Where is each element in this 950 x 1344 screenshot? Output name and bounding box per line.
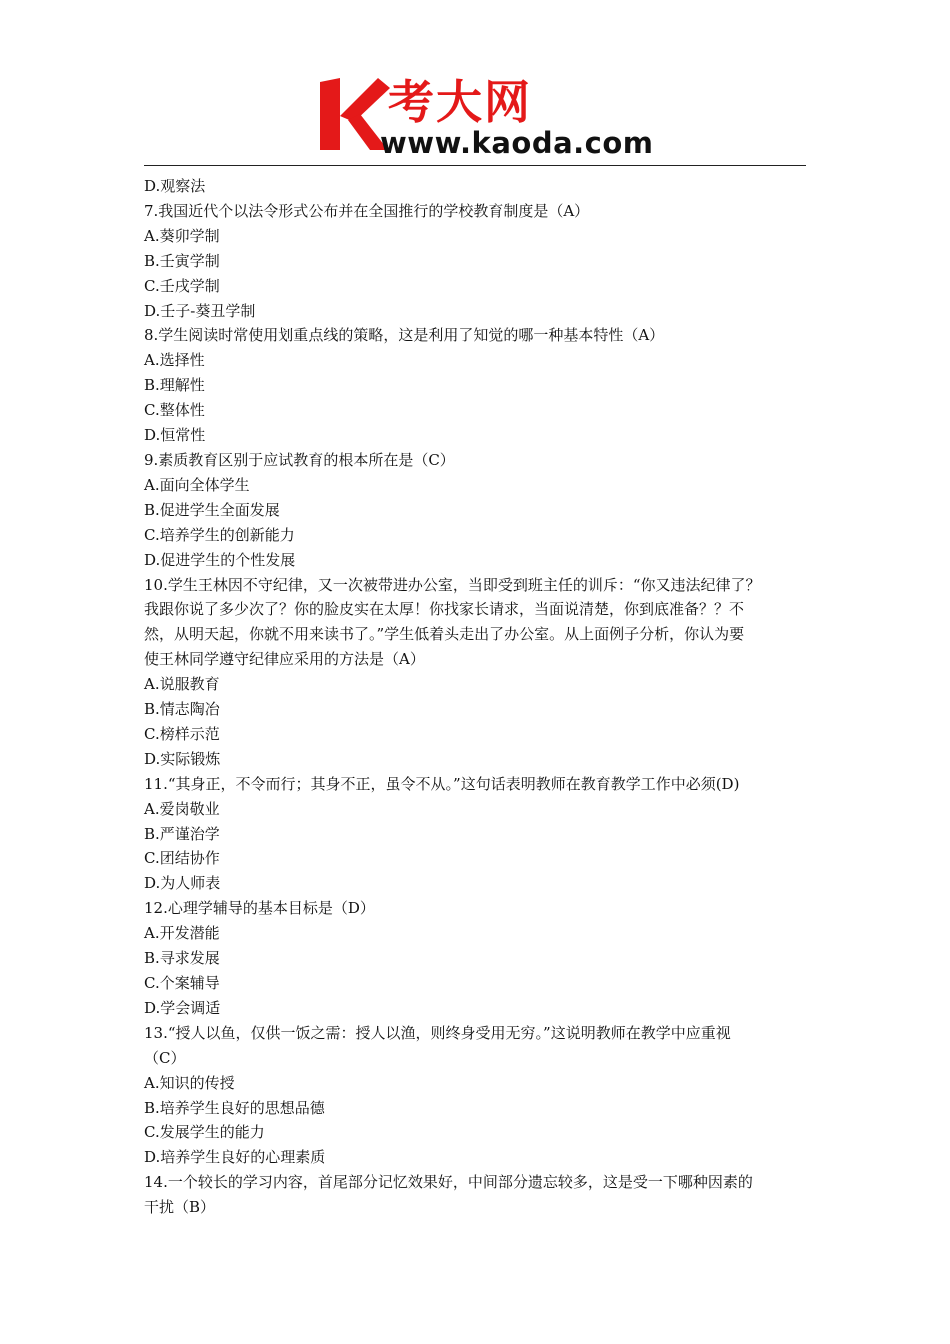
text-line: B.促进学生全面发展 xyxy=(144,500,280,519)
text-line: 使王林同学遵守纪律应采用的方法是（A） xyxy=(144,650,425,669)
text-line: D.壬子-葵丑学制 xyxy=(144,301,256,320)
text-line: （C） xyxy=(144,1048,186,1067)
text-line: A.知识的传授 xyxy=(144,1073,235,1092)
text-line: D.观察法 xyxy=(144,177,206,195)
kaoda-logo[interactable] xyxy=(318,75,654,160)
text-line: 13.“授人以鱼，仅供一饭之需：授人以渔，则终身受用无穷。”这说明教师在教学中应重视 xyxy=(144,1023,731,1042)
document-body xyxy=(144,174,816,1220)
text-line: C.培养学生的创新能力 xyxy=(144,525,295,544)
text-line: D.学会调适 xyxy=(144,998,221,1017)
text-line: 9.素质教育区别于应试教育的根本所在是（C） xyxy=(144,450,455,469)
logo-url-text: www.kaoda.com xyxy=(380,126,654,160)
text-line: 8.学生阅读时常使用划重点线的策略，这是利用了知觉的哪一种基本特性（A） xyxy=(144,326,665,345)
text-line: A.面向全体学生 xyxy=(144,475,250,494)
text-line: 然，从明天起，你就不用来读书了。”学生低着头走出了办公室。从上面例子分析，你认为要 xyxy=(144,625,745,644)
text-line: A.说服教育 xyxy=(144,675,220,694)
text-line: D.培养学生良好的心理素质 xyxy=(144,1148,326,1167)
logo-chinese-text: 考大网 xyxy=(388,75,532,129)
text-line: D.促进学生的个性发展 xyxy=(144,550,296,569)
text-line: B.严谨治学 xyxy=(144,824,220,843)
text-line: D.恒常性 xyxy=(144,426,206,445)
text-line: 我跟你说了多少次了？你的脸皮实在太厚！你找家长请求，当面说清楚，你到底准备？？不 xyxy=(144,600,745,619)
text-line: A.葵卯学制 xyxy=(144,226,220,245)
page-header xyxy=(0,0,950,170)
text-line: B.理解性 xyxy=(144,376,205,395)
text-line: 干扰（B） xyxy=(144,1198,216,1217)
text-line: C.整体性 xyxy=(144,401,205,420)
text-line: A.爱岗敬业 xyxy=(144,799,220,818)
text-line: D.为人师表 xyxy=(144,874,221,893)
text-line: B.壬寅学制 xyxy=(144,251,220,270)
text-line: B.寻求发展 xyxy=(144,949,220,968)
text-line: 7.我国近代个以法令形式公布并在全国推行的学校教育制度是（A） xyxy=(144,201,590,220)
text-line: C.壬戌学制 xyxy=(144,276,220,295)
text-line: B.情志陶冶 xyxy=(144,700,220,719)
text-line: D.实际锻炼 xyxy=(144,749,221,768)
header-divider xyxy=(144,165,806,166)
text-line: 14.一个较长的学习内容，首尾部分记忆效果好，中间部分遗忘较多，这是受一下哪种因素的 xyxy=(144,1173,753,1192)
text-line: C.团结协作 xyxy=(144,849,220,868)
text-line: 10.学生王林因不守纪律，又一次被带进办公室，当即受到班主任的训斥：“你又违法纪律了？ xyxy=(144,575,761,594)
text-line: A.选择性 xyxy=(144,351,205,370)
text-line: C.发展学生的能力 xyxy=(144,1123,265,1142)
text-line: B.培养学生良好的思想品德 xyxy=(144,1098,325,1117)
text-line: 12.心理学辅导的基本目标是（D） xyxy=(144,899,375,918)
text-line: A.开发潜能 xyxy=(144,924,220,943)
text-line: C.个案辅导 xyxy=(144,974,220,992)
text-line: 11.“其身正，不令而行；其身不正，虽令不从。”这句话表明教师在教育教学工作中必须(D) xyxy=(144,774,740,793)
text-line: C.榜样示范 xyxy=(144,724,220,743)
